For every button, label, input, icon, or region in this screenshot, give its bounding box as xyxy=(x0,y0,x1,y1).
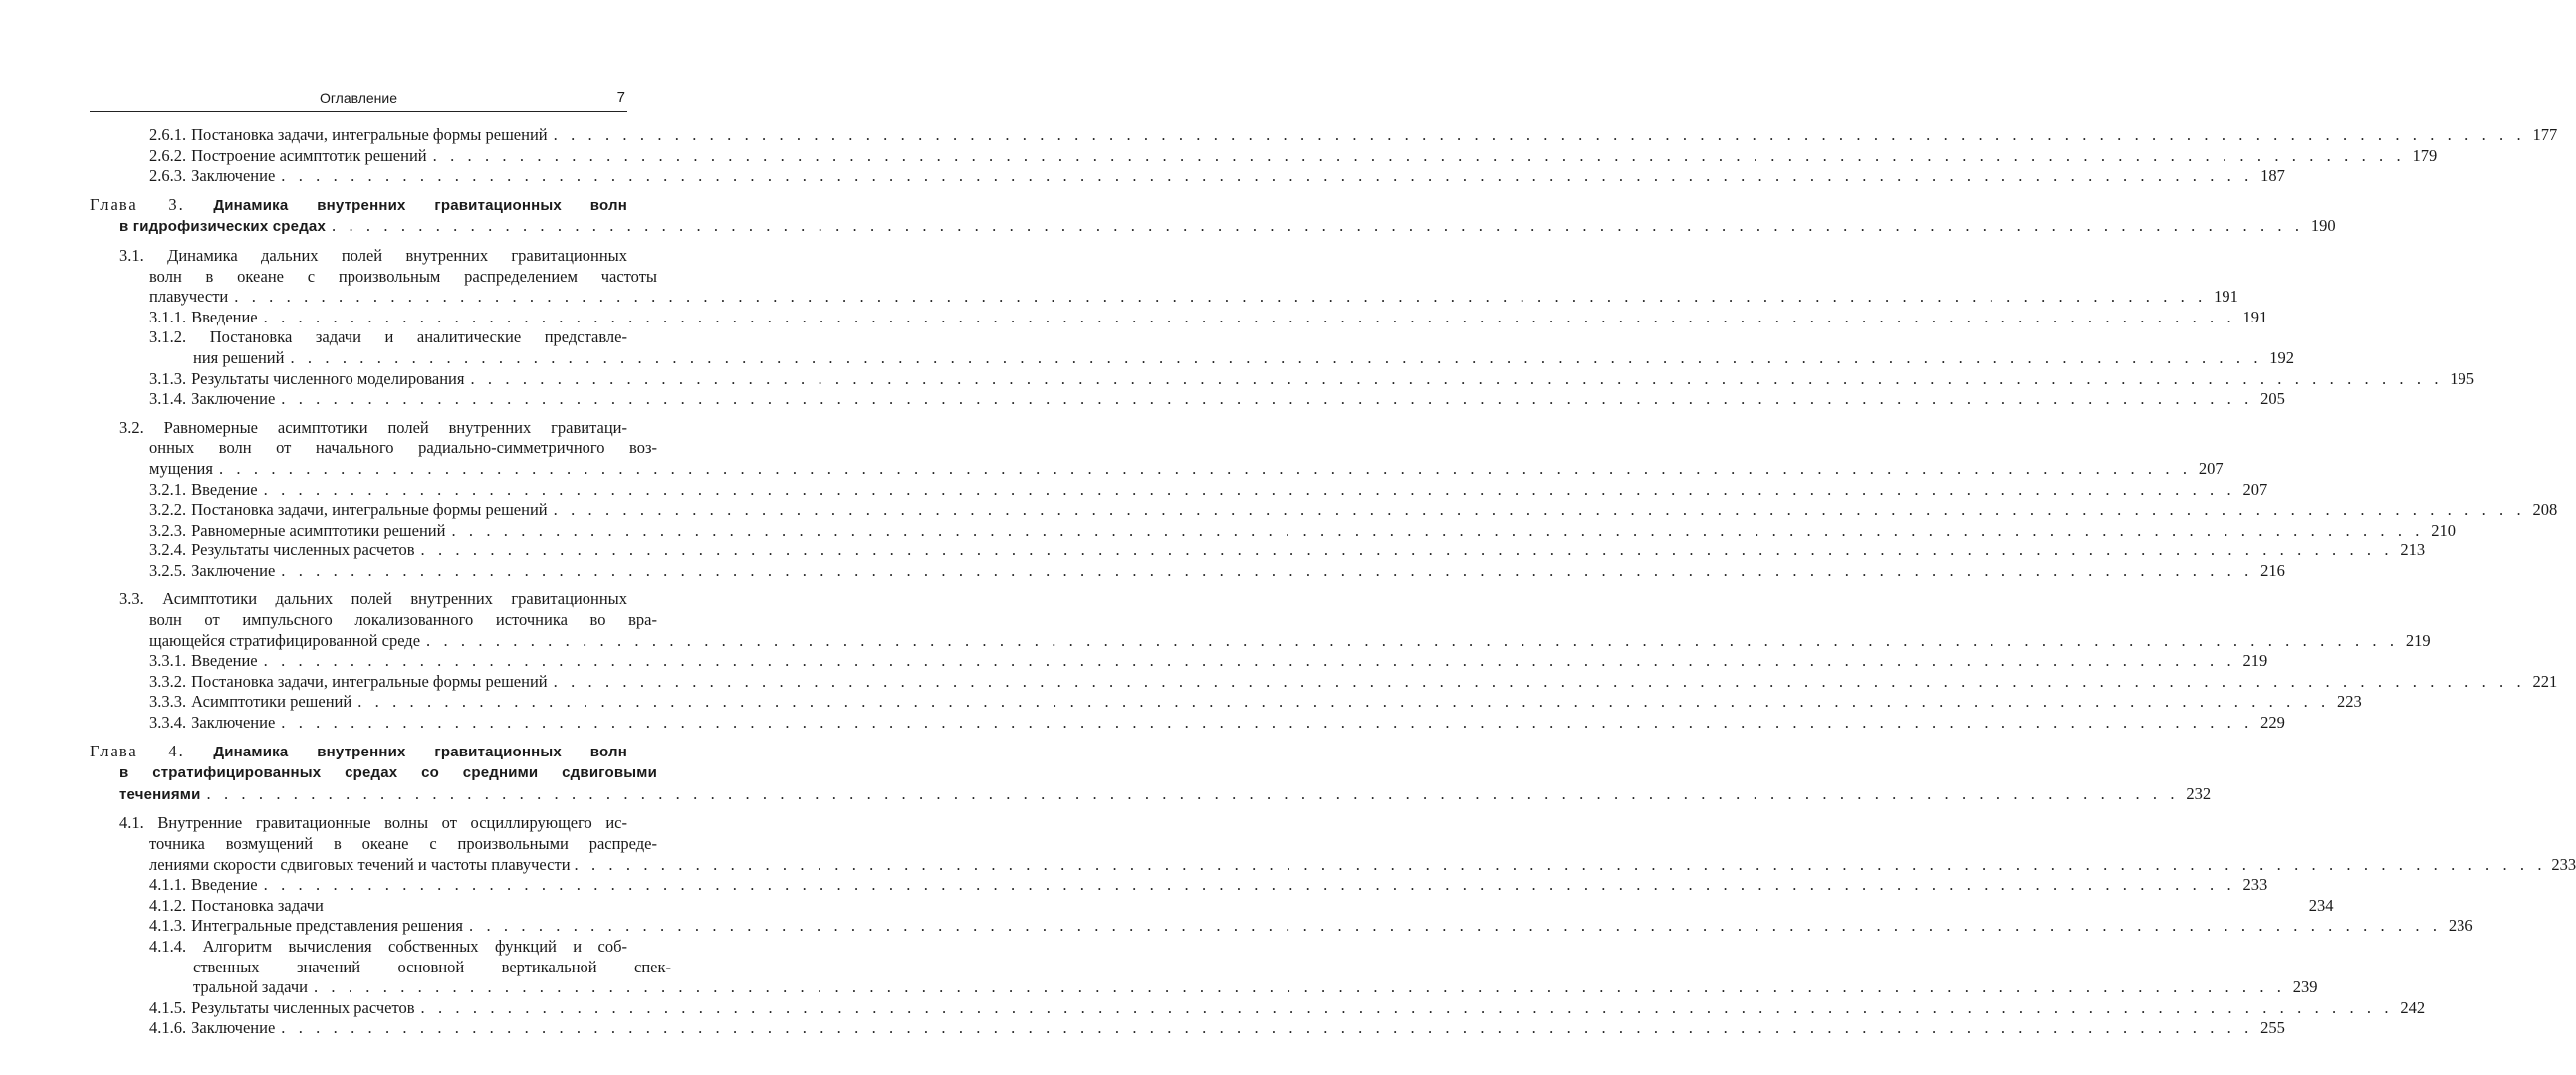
toc-entry-3-2-4[interactable] xyxy=(90,540,2426,561)
entry-title-line: ния решений xyxy=(193,347,285,367)
leader-dots: . . . . . . . . . . . . . . . . . . . . . . . . . . . . . . . . . . . . . . . . . . . . . . . . . . . . . . . . . . . . . . . . . . . . . . . . . . . . . . . . . . . . . . . . . . . . . . . . . . . . . . . . . . . . . . . . . . xyxy=(420,540,2394,560)
entry-title: Асимптотики решений xyxy=(191,692,352,712)
toc-chapter-4[interactable] xyxy=(90,741,2212,806)
entry-title: Введение xyxy=(191,307,258,326)
entry-title-line: онных волн от начального радиально-симметричного воз- xyxy=(149,438,657,458)
entry-number: 3.1.4. xyxy=(149,389,187,409)
leader-dots: . . . . . . . . . . . . . . . . . . . . . . . . . . . . . . . . . . . . . . . . . . . . . . . . . . . . . . . . . . . . . . . . . . . . . . . . . . . . . . . . . . . . . . . . . . . . . . . . . . . . . . . . . . . . . . . . . . xyxy=(332,216,2304,236)
leader-dots: . . . . . . . . . . . . . . . . . . . . . . . . . . . . . . . . . . . . . . . . . . . . . . . . . . . . . . . . . . . . . . . . . . . . . . . . . . . . . . . . . . . . . . . . . . . . . . . . . . . . . . . . . . . . . . . . . . xyxy=(281,166,2253,186)
leader-dots: . . . . . . . . . . . . . . . . . . . . . . . . . . . . . . . . . . . . . . . . . . . . . . . . . . . . . . . . . . . . . . . . . . . . . . . . . . . . . . . . . . . . . . . . . . . . . . . . . . . . . . . . . . . . . . . . . . xyxy=(553,671,2526,691)
toc-entry-2-6-3[interactable] xyxy=(90,166,2285,187)
entry-number: 3.1.3. xyxy=(149,368,187,388)
entry-number: 4.1.4. xyxy=(149,936,187,956)
leader-dots: . . . . . . . . . . . . . . . . . . . . . . . . . . . . . . . . . . . . . . . . . . . . . . . . . . . . . . . . . . . . . . . . . . . . . . . . . . . . . . . . . . . . . . . . . . . . . . . . . . . . . . . . . . . . . . . . . . xyxy=(432,145,2406,165)
toc-entry-3-1-1[interactable] xyxy=(90,307,2268,328)
entry-number: 3.1.1. xyxy=(149,307,187,326)
entry-title: Введение xyxy=(191,651,258,671)
entry-page: 177 xyxy=(2532,125,2558,144)
entry-title-line: мущения xyxy=(149,458,213,478)
entry-title: Заключение xyxy=(191,713,276,733)
entry-number: 4.1.5. xyxy=(149,997,187,1017)
toc-entry-3-3-4[interactable] xyxy=(90,713,2285,734)
table-of-contents xyxy=(90,125,2576,1039)
entry-title: Введение xyxy=(191,479,258,499)
entry-title-line: щающейся стратифицированной среде xyxy=(149,630,421,650)
entry-page: 221 xyxy=(2532,671,2558,691)
running-header xyxy=(90,88,627,112)
leader-dots: . . . . . . . . . . . . . . . . . . . . . . . . . . . . . . . . . . . . . . . . . . . . . . . . . . . . . . . . . . . . . . . . . . . . . . . . . . . . . . . . . . . . . . . . . . . . . . . . . . . . . . . . . . . . . . . . . . xyxy=(553,500,2526,520)
entry-number: 3.1. xyxy=(119,245,144,265)
leader-dots: . . . . . . . . . . . . . . . . . . . . . . . . . . . . . . . . . . . . . . . . . . . . . . . . . . . . . . . . . . . . . . . . . . . . . . . . . . . . . . . . . . . . . . . . . . . . . . . . . . . . . . . . . . . . . . . . . . xyxy=(357,692,2330,712)
entry-title: Постановка задачи xyxy=(191,895,324,915)
entry-title-line: Динамика дальних полей внутренних гравитационных xyxy=(167,245,628,265)
toc-entry-3-2-3[interactable] xyxy=(90,520,2457,541)
leader-dots: . . . . . . . . . . . . . . . . . . . . . . . . . . . . . . . . . . . . . . . . . . . . . . . . . . . . . . . . . . . . . . . . . . . . . . . . . . . . . . . . . . . . . . . . . . . . . . . . . . . . . . . . . . . . . . . . . . xyxy=(451,520,2425,539)
toc-entry-2-6-2[interactable] xyxy=(90,145,2438,167)
toc-entry-3-3-1[interactable] xyxy=(90,651,2268,672)
chapter-label: Глава 4. xyxy=(90,741,185,760)
leader-dots: . . . . . . . . . . . . . . . . . . . . . . . . . . . . . . . . . . . . . . . . . . . . . . . . . . . . . . . . . . . . . . . . . . . . . . . . . . . . . . . . . . . . . . . . . . . . . . . . . . . . . . . . . . . . . . . . . . xyxy=(281,1018,2253,1038)
chapter-title-line: Динамика внутренних гравитационных волн xyxy=(213,743,627,760)
entry-page: 192 xyxy=(2269,347,2295,367)
entry-page: 233 xyxy=(2551,854,2576,874)
entry-title: Равномерные асимптотики решений xyxy=(191,520,446,539)
toc-section-4-1[interactable] xyxy=(90,813,2576,875)
entry-page: 205 xyxy=(2260,389,2285,409)
entry-number: 3.2.2. xyxy=(149,500,187,520)
entry-page: 219 xyxy=(2405,630,2431,650)
entry-title: Заключение xyxy=(191,166,276,186)
leader-dots: . . . . . . . . . . . . . . . . . . . . . . . . . . . . . . . . . . . . . . . . . . . . . . . . . . . . . . . . . . . . . . . . . . . . . . . . . . . . . . . . . . . . . . . . . . . . . . . . . . . . . . . . . . . . . . . . . . xyxy=(281,713,2253,733)
entry-page: 216 xyxy=(2260,560,2285,580)
toc-entry-3-1-3[interactable] xyxy=(90,368,2475,390)
entry-title: Постановка задачи, интегральные формы решений xyxy=(191,125,548,144)
entry-number: 2.6.1. xyxy=(149,125,187,144)
entry-page: 236 xyxy=(2448,916,2473,936)
entry-page: 213 xyxy=(2400,540,2426,560)
entry-page: 239 xyxy=(2292,977,2318,997)
leader-dots: . . . . . . . . . . . . . . . . . . . . . . . . . . . . . . . . . . . . . . . . . . . . . . . . . . . . . . . . . . . . . . . . . . . . . . . . . . . . . . . . . . . . . . . . . . . . . . . . . . . . . . . . . . . . . . . . . . xyxy=(218,458,2192,478)
toc-entry-3-2-5[interactable] xyxy=(90,560,2285,582)
entry-page: 187 xyxy=(2260,166,2285,186)
entry-page: 207 xyxy=(2242,479,2268,499)
toc-entry-3-3-3[interactable] xyxy=(90,692,2362,713)
entry-page: 191 xyxy=(2214,287,2238,307)
entry-title: Результаты численных расчетов xyxy=(191,540,415,560)
entry-number: 4.1.3. xyxy=(149,916,187,936)
toc-entry-4-1-4[interactable] xyxy=(90,936,2318,998)
toc-entry-4-1-5[interactable] xyxy=(90,997,2426,1019)
entry-page: 191 xyxy=(2242,307,2268,326)
chapter-title-line: течениями xyxy=(119,785,201,803)
entry-title: Постановка задачи, интегральные формы решений xyxy=(191,500,548,520)
leader-dots: . . . . . . . . . . . . . . . . . . . . . . . . . . . . . . . . . . . . . . . . . . . . . . . . . . . . . . . . . . . . . . . . . . . . . . . . . . . . . . . . . . . . . . . . . . . . . . . . . . . . . . . . . . . . . . . . . . xyxy=(263,307,2236,326)
entry-number: 4.1. xyxy=(119,813,144,833)
entry-page: 195 xyxy=(2450,368,2475,388)
entry-title: Заключение xyxy=(191,560,276,580)
toc-entry-3-1-2[interactable] xyxy=(90,327,2295,368)
entry-number: 3.3.1. xyxy=(149,651,187,671)
entry-title: Результаты численного моделирования xyxy=(191,368,465,388)
entry-title-line: точника возмущений в океане с произвольными распреде- xyxy=(149,834,657,853)
entry-title: Постановка задачи, интегральные формы решений xyxy=(191,671,548,691)
toc-entry-4-1-3[interactable] xyxy=(90,916,2473,937)
entry-page: 255 xyxy=(2260,1018,2285,1038)
entry-page: 232 xyxy=(2186,783,2212,803)
toc-entry-4-1-1[interactable] xyxy=(90,875,2268,896)
toc-entry-3-2-1[interactable] xyxy=(90,479,2268,501)
entry-number: 3.3.3. xyxy=(149,692,187,712)
toc-entry-3-2-2[interactable] xyxy=(90,500,2558,521)
entry-title-line: Алгоритм вычисления собственных функций и соб- xyxy=(202,936,627,956)
entry-title: Заключение xyxy=(191,389,276,409)
entry-title: Введение xyxy=(191,875,258,895)
entry-number: 3.1.2. xyxy=(149,327,187,347)
toc-entry-3-3-2[interactable] xyxy=(90,671,2558,693)
entry-number: 3.2.3. xyxy=(149,520,187,539)
entry-number: 4.1.2. xyxy=(149,895,187,915)
entry-number: 3.2.4. xyxy=(149,540,187,560)
entry-number: 3.3. xyxy=(119,589,144,609)
leader-dots: . . . . . . . . . . . . . . . . . . . . . . . . . . . . . . . . . . . . . . . . . . . . . . . . . . . . . . . . . . . . . . . . . . . . . . . . . . . . . . . . . . . . . . . . . . . . . . . . . . . . . . . . . . . . . . . . . . xyxy=(470,368,2444,388)
entry-page: 179 xyxy=(2412,145,2438,165)
toc-entry-4-1-2[interactable] xyxy=(90,895,2334,917)
leader-dots: . . . . . . . . . . . . . . . . . . . . . . . . . . . . . . . . . . . . . . . . . . . . . . . . . . . . . . . . . . . . . . . . . . . . . . . . . . . . . . . . . . . . . . . . . . . . . . . . . . . . . . . . . . . . . . . . . . xyxy=(553,125,2526,144)
entry-title-line: плавучести xyxy=(149,287,229,307)
leader-dots: . . . . . . . . . . . . . . . . . . . . . . . . . . . . . . . . . . . . . . . . . . . . . . . . . . . . . . . . . . . . . . . . . . . . . . . . . . . . . . . . . . . . . . . . . . . . . . . . . . . . . . . . . . . . . . . . . . xyxy=(574,854,2547,874)
entry-title-line: волн от импульсного локализованного источника во вра- xyxy=(149,610,657,630)
entry-page: 208 xyxy=(2532,500,2558,520)
leader-dots: . . . . . . . . . . . . . . . . . . . . . . . . . . . . . . . . . . . . . . . . . . . . . . . . . . . . . . . . . . . . . . . . . . . . . . . . . . . . . . . . . . . . . . . . . . . . . . . . . . . . . . . . . . . . . . . . . . xyxy=(290,347,2263,367)
leader-dots: . . . . . . . . . . . . . . . . . . . . . . . . . . . . . . . . . . . . . . . . . . . . . . . . . . . . . . . . . . . . . . . . . . . . . . . . . . . . . . . . . . . . . . . . . . . . . . . . . . . . . . . . . . . . . . . . . . xyxy=(263,479,2236,499)
leader-dots: . . . . . . . . . . . . . . . . . . . . . . . . . . . . . . . . . . . . . . . . . . . . . . . . . . . . . . . . . . . . . . . . . . . . . . . . . . . . . . . . . . . . . . . . . . . . . . . . . . . . . . . . . . . . . . . . . . xyxy=(469,916,2442,936)
entry-title-line: тральной задачи xyxy=(193,977,308,997)
entry-number: 4.1.1. xyxy=(149,875,187,895)
entry-title-line: Равномерные асимптотики полей внутренних гравитаци- xyxy=(163,417,628,437)
chapter-title-line: Динамика внутренних гравитационных волн xyxy=(213,196,627,214)
entry-title-line: лениями скорости сдвиговых течений и частоты плавучести xyxy=(149,854,571,874)
chapter-title-line: в гидрофизических средах xyxy=(119,218,327,236)
entry-page: 210 xyxy=(2431,520,2457,539)
leader-dots: . . . . . . . . . . . . . . . . . . . . . . . . . . . . . . . . . . . . . . . . . . . . . . . . . . . . . . . . . . . . . . . . . . . . . . . . . . . . . . . . . . . . . . . . . . . . . . . . . . . . . . . . . . . . . . . . . . xyxy=(313,977,2286,997)
page-number: 7 xyxy=(616,89,625,106)
entry-title-line: Асимптотики дальних полей внутренних гравитационных xyxy=(162,589,627,609)
entry-number: 3.3.4. xyxy=(149,713,187,733)
toc-entry-3-1-4[interactable] xyxy=(90,389,2285,410)
entry-number: 3.2. xyxy=(119,417,144,437)
entry-page: 233 xyxy=(2242,875,2268,895)
entry-page: 190 xyxy=(2310,216,2336,236)
toc-chapter-3[interactable] xyxy=(90,194,2336,238)
entry-title: Заключение xyxy=(191,1018,276,1038)
entry-title-line: Постановка задачи и аналитические представле- xyxy=(209,327,627,347)
entry-title-line: волн в океане с произвольным распределением частоты xyxy=(149,266,657,286)
leader-dots: . . . . . . . . . . . . . . . . . . . . . . . . . . . . . . . . . . . . . . . . . . . . . . . . . . . . . . . . . . . . . . . . . . . . . . . . . . . . . . . . . . . . . . . . . . . . . . . . . . . . . . . . . . . . . . . . . . xyxy=(234,287,2207,307)
leader-dots: . . . . . . . . . . . . . . . . . . . . . . . . . . . . . . . . . . . . . . . . . . . . . . . . . . . . . . . . . . . . . . . . . . . . . . . . . . . . . . . . . . . . . . . . . . . . . . . . . . . . . . . . . . . . . . . . . . xyxy=(206,783,2180,803)
chapter-label: Глава 3. xyxy=(90,194,185,214)
entry-page: 242 xyxy=(2400,997,2426,1017)
entry-page: 219 xyxy=(2242,651,2268,671)
entry-title: Построение асимптотик решений xyxy=(191,145,427,165)
leader-dots: . . . . . . . . . . . . . . . . . . . . . . . . . . . . . . . . . . . . . . . . . . . . . . . . . . . . . . . . . . . . . . . . . . . . . . . . . . . . . . . . . . . . . . . . . . . . . . . . . . . . . . . . . . . . . . . . . . xyxy=(426,630,2399,650)
running-title: Оглавление xyxy=(319,90,398,106)
entry-title-line: Внутренние гравитационные волны от осциллирующего ис- xyxy=(157,813,627,833)
leader-dots: . . . . . . . . . . . . . . . . . . . . . . . . . . . . . . . . . . . . . . . . . . . . . . . . . . . . . . . . . . . . . . . . . . . . . . . . . . . . . . . . . . . . . . . . . . . . . . . . . . . . . . . . . . . . . . . . . . xyxy=(263,875,2236,895)
leader-dots: . . . . . . . . . . . . . . . . . . . . . . . . . . . . . . . . . . . . . . . . . . . . . . . . . . . . . . . . . . . . . . . . . . . . . . . . . . . . . . . . . . . . . . . . . . . . . . . . . . . . . . . . . . . . . . . . . . xyxy=(420,997,2394,1017)
chapter-title-line: в стратифицированных средах со средними сдвиговыми xyxy=(119,764,657,782)
entry-number: 3.2.5. xyxy=(149,560,187,580)
leader-dots: . . . . . . . . . . . . . . . . . . . . . . . . . . . . . . . . . . . . . . . . . . . . . . . . . . . . . . . . . . . . . . . . . . . . . . . . . . . . . . . . . . . . . . . . . . . . . . . . . . . . . . . . . . . . . . . . . . xyxy=(263,651,2236,671)
entry-page: 234 xyxy=(2308,895,2334,915)
toc-section-3-1[interactable] xyxy=(90,245,2238,308)
entry-page: 207 xyxy=(2198,458,2224,478)
entry-page: 223 xyxy=(2337,692,2362,712)
toc-section-3-2[interactable] xyxy=(90,417,2224,480)
entry-title: Результаты численных расчетов xyxy=(191,997,415,1017)
entry-number: 3.3.2. xyxy=(149,671,187,691)
entry-number: 4.1.6. xyxy=(149,1018,187,1038)
entry-number: 2.6.3. xyxy=(149,166,187,186)
entry-number: 3.2.1. xyxy=(149,479,187,499)
entry-title: Интегральные представления решения xyxy=(191,916,464,936)
leader-dots: . . . . . . . . . . . . . . . . . . . . . . . . . . . . . . . . . . . . . . . . . . . . . . . . . . . . . . . . . . . . . . . . . . . . . . . . . . . . . . . . . . . . . . . . . . . . . . . . . . . . . . . . . . . . . . . . . . xyxy=(281,560,2253,580)
toc-entry-4-1-6[interactable] xyxy=(90,1018,2285,1039)
entry-number: 2.6.2. xyxy=(149,145,187,165)
leader-dots: . . . . . . . . . . . . . . . . . . . . . . . . . . . . . . . . . . . . . . . . . . . . . . . . . . . . . . . . . . . . . . . . . . . . . . . . . . . . . . . . . . . . . . . . . . . . . . . . . . . . . . . . . . . . . . . . . . xyxy=(281,389,2253,409)
toc-entry-2-6-1[interactable] xyxy=(90,125,2558,146)
entry-title-line: ственных значений основной вертикальной спек- xyxy=(193,957,671,976)
entry-page: 229 xyxy=(2260,713,2285,733)
toc-section-3-3[interactable] xyxy=(90,589,2431,651)
